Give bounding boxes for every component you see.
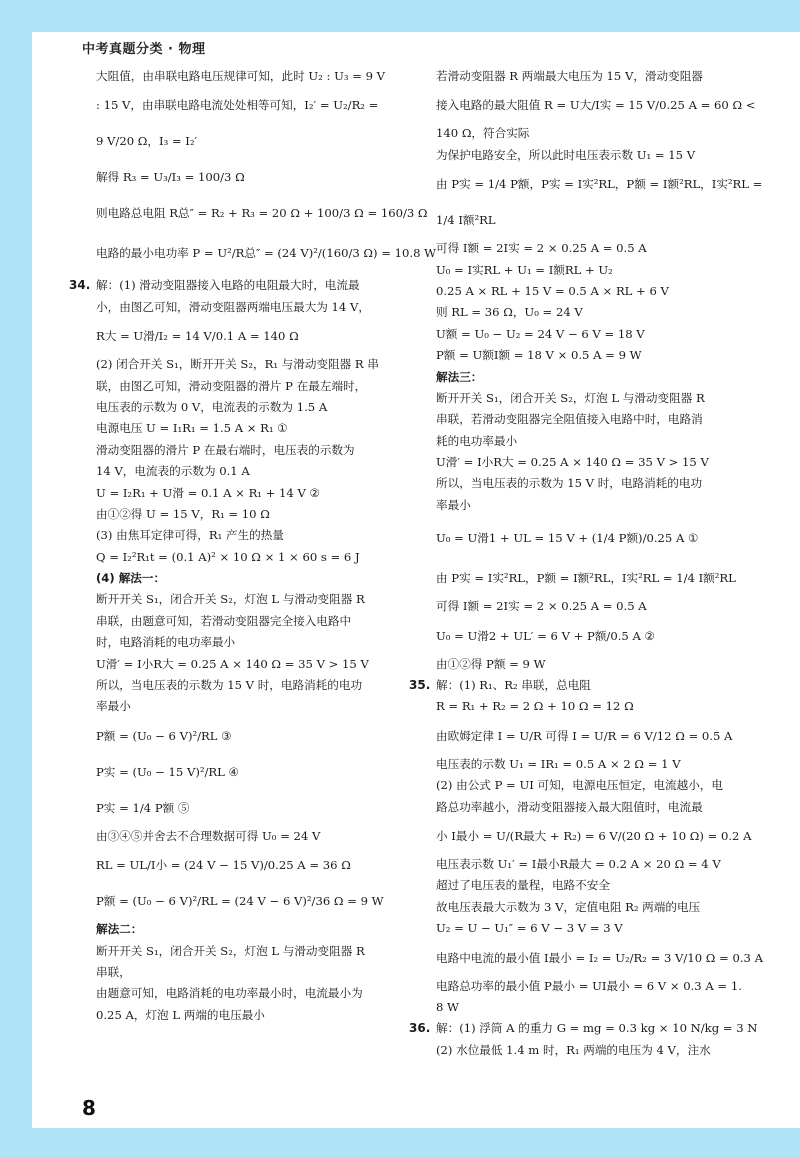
line-text: P额 = (U₀ − 6 V)²/RL ③ bbox=[96, 728, 232, 743]
line-text: (2) 闭合开关 S₁，断开开关 S₂，R₁ 与滑动变阻器 R 串 bbox=[96, 357, 379, 372]
text-line bbox=[436, 202, 732, 238]
text-line bbox=[436, 560, 736, 596]
text-line bbox=[436, 696, 732, 717]
text-line bbox=[96, 547, 394, 568]
method-heading: (4) 解法一： bbox=[96, 571, 166, 586]
line-text: 解得 R₃ = U₃/I₃ = 100/3 Ω bbox=[96, 170, 245, 185]
line-text: 串联，由题意可知，若滑动变阻器完全接入电路中 bbox=[96, 613, 352, 628]
text-line bbox=[96, 123, 394, 159]
text-line bbox=[96, 962, 394, 983]
line-text: R = R₁ + R₂ = 2 Ω + 10 Ω = 12 Ω bbox=[436, 699, 634, 714]
text-line bbox=[436, 718, 732, 754]
line-text: 断开开关 S₁，闭合开关 S₂，灯泡 L 与滑动变阻器 R bbox=[96, 592, 365, 607]
text-line bbox=[96, 941, 394, 962]
line-text: U₂ = U − U₁″ = 6 V − 3 V = 3 V bbox=[436, 921, 623, 936]
line-text: RL = UL/I小 = (24 V − 15 V)/0.25 A = 36 Ω bbox=[96, 858, 351, 873]
line-text: 为保护电路安全，所以此时电压表示数 U₁ = 15 V bbox=[436, 147, 696, 162]
line-text: U₀ = U滑2 + UL′ = 6 V + P额/0.5 A ② bbox=[436, 628, 655, 643]
text-line bbox=[436, 775, 732, 796]
line-text: 0.25 A，灯泡 L 两端的电压最小 bbox=[96, 1007, 265, 1022]
bottom-color-band bbox=[0, 1128, 800, 1158]
line-text: 率最小 bbox=[96, 699, 131, 714]
line-text: Q = I₂²R₁t = (0.1 A)² × 10 Ω × 1 × 60 s = 6 J bbox=[96, 549, 360, 564]
text-line bbox=[436, 797, 732, 818]
text-line bbox=[96, 440, 394, 461]
line-text: U₀ = U滑1 + UL = 15 V + (1/4 P额)/0.25 A ① bbox=[436, 531, 699, 546]
text-line bbox=[436, 495, 732, 516]
line-text: 小，由图乙可知，滑动变阻器两端电压最大为 14 V， bbox=[96, 299, 370, 314]
text-line bbox=[436, 897, 732, 918]
line-text: 电压表的示数 U₁ = IR₁ = 0.5 A × 2 Ω = 1 V bbox=[436, 756, 681, 771]
line-text: 接入电路的最大阻值 R = U大/I实 = 15 V/0.25 A = 60 Ω < bbox=[436, 98, 756, 113]
text-line bbox=[96, 231, 437, 275]
text-line bbox=[96, 461, 394, 482]
line-text: 由①②得 P额 = 9 W bbox=[436, 656, 546, 671]
text-line bbox=[436, 87, 756, 123]
line-text: (3) 由焦耳定律可得，R₁ 产生的热量 bbox=[96, 528, 284, 543]
line-text: 路总功率越小，滑动变阻器接入最大阻值时，电流最 bbox=[436, 799, 703, 814]
text-line bbox=[436, 618, 732, 654]
text-line bbox=[96, 418, 394, 439]
text-line bbox=[96, 696, 394, 717]
text-line bbox=[96, 632, 394, 653]
line-text: 大阻值，由串联电路电压规律可知，此时 U₂ : U₃ = 9 V bbox=[96, 69, 386, 83]
text-line bbox=[96, 66, 394, 87]
question-number: 36. bbox=[409, 1021, 431, 1036]
line-text: 电源电压 U = I₁R₁ = 1.5 A × R₁ ① bbox=[96, 421, 288, 436]
text-line bbox=[436, 145, 732, 166]
line-text: 电压表示数 U₁′ = I最小R最大 = 0.2 A × 20 Ω = 4 V bbox=[436, 856, 721, 871]
text-line bbox=[436, 596, 732, 617]
line-text: 超过了电压表的量程，电路不安全 bbox=[436, 878, 610, 893]
text-line bbox=[436, 854, 732, 875]
text-line bbox=[436, 1040, 732, 1061]
text-line bbox=[436, 516, 732, 560]
line-text: 率最小 bbox=[436, 497, 471, 512]
line-text: 解：(1) 滑动变阻器接入电路的电阻最大时，电流最 bbox=[96, 278, 360, 293]
line-text: P实 = 1/4 P额 ⑤ bbox=[96, 800, 190, 815]
question-number: 34. bbox=[69, 278, 91, 293]
line-text: 9 V/20 Ω，I₃ = I₂′ bbox=[96, 134, 198, 149]
line-text: 耗的电功率最小 bbox=[436, 433, 518, 448]
text-line bbox=[96, 754, 394, 790]
line-text: U额 = U₀ − U₂ = 24 V − 6 V = 18 V bbox=[436, 326, 645, 341]
text-line bbox=[96, 611, 394, 632]
text-line bbox=[96, 654, 394, 675]
line-text: 解：(1) 浮筒 A 的重力 G = mg = 0.3 kg × 10 N/kg = 3 N bbox=[436, 1021, 758, 1036]
line-text: 所以，当电压表的示数为 15 V 时，电路消耗的电功 bbox=[96, 678, 363, 693]
line-text: 时，电路消耗的电功率最小 bbox=[96, 635, 236, 650]
text-line bbox=[96, 568, 394, 589]
text-line bbox=[96, 919, 394, 940]
text-line bbox=[96, 297, 394, 318]
page-number: 8 bbox=[82, 1096, 96, 1120]
method-heading: 解法二： bbox=[96, 922, 143, 937]
line-text: : 15 V，由串联电路电流处处相等可知，I₂′ = U₂/R₂ = bbox=[96, 98, 379, 113]
text-line bbox=[96, 790, 394, 826]
text-line bbox=[436, 654, 732, 675]
text-line bbox=[96, 847, 394, 883]
text-line bbox=[96, 504, 394, 525]
line-text: 0.25 A × RL + 15 V = 0.5 A × RL + 6 V bbox=[436, 283, 669, 298]
text-line bbox=[436, 367, 732, 388]
line-text: 故电压表最大示数为 3 V，定值电阻 R₂ 两端的电压 bbox=[436, 899, 701, 914]
line-text: 可得 I额 = 2I实 = 2 × 0.25 A = 0.5 A bbox=[436, 241, 647, 256]
line-text: U滑′ = I小R大 = 0.25 A × 140 Ω = 35 V > 15 V bbox=[96, 656, 369, 671]
page-header-title: 中考真题分类 · 物理 bbox=[82, 42, 206, 57]
line-text: U₀ = I实RL + U₁ = I额RL + U₂ bbox=[436, 262, 613, 277]
line-text: 联，由图乙可知，滑动变阻器的滑片 P 在最左端时， bbox=[96, 378, 367, 393]
text-line bbox=[436, 409, 732, 430]
text-line bbox=[96, 318, 394, 354]
question-number: 35. bbox=[409, 678, 431, 693]
right-text-column bbox=[409, 66, 763, 1061]
text-line bbox=[436, 976, 742, 997]
text-line bbox=[436, 260, 732, 281]
text-line bbox=[436, 66, 732, 87]
line-text: 串联，若滑动变阻器完全阻值接入电路中时，电路消 bbox=[436, 412, 703, 427]
text-line bbox=[436, 940, 763, 976]
text-line bbox=[96, 718, 394, 754]
line-text: 电路的最小电功率 P = U²/R总″ = (24 V)²/(160/3 Ω) = 10.8 W bbox=[96, 246, 437, 261]
text-line bbox=[436, 238, 732, 259]
line-text: 140 Ω，符合实际 bbox=[436, 126, 530, 141]
line-text: 断开开关 S₁，闭合开关 S₂，灯泡 L 与滑动变阻器 R bbox=[436, 390, 705, 405]
line-text: 则电路总电阻 R总″ = R₂ + R₃ = 20 Ω + 100/3 Ω = 160/3 Ω bbox=[96, 206, 428, 221]
line-text: 电路总功率的最小值 P最小 = UI最小 = 6 V × 0.3 A = 1. bbox=[436, 978, 742, 993]
text-line bbox=[96, 483, 394, 504]
line-text: 若滑动变阻器 R 两端最大电压为 15 V，滑动变阻器 bbox=[436, 69, 703, 83]
text-line bbox=[436, 388, 732, 409]
line-text: 由③④⑤并舍去不合理数据可得 U₀ = 24 V bbox=[96, 828, 321, 843]
text-line bbox=[96, 354, 394, 375]
line-text: 解：(1) R₁、R₂ 串联，总电阻 bbox=[436, 678, 591, 693]
text-line bbox=[96, 675, 394, 696]
line-text: 电路中电流的最小值 I最小 = I₂ = U₂/R₂ = 3 V/10 Ω = 0.3 A bbox=[436, 950, 763, 965]
text-line bbox=[96, 826, 394, 847]
text-line bbox=[436, 452, 732, 473]
text-line bbox=[436, 345, 732, 366]
line-text: 由 P实 = 1/4 P额，P实 = I实²RL，P额 = I额²RL，I实²RL = bbox=[436, 177, 763, 192]
line-text: 串联， bbox=[96, 964, 131, 979]
line-text: 由题意可知，电路消耗的电功率最小时，电流最小为 bbox=[96, 986, 363, 1001]
text-line bbox=[96, 376, 394, 397]
text-line bbox=[96, 195, 428, 231]
line-text: (2) 由公式 P = UI 可知，电源电压恒定，电流越小，电 bbox=[436, 778, 723, 793]
text-line bbox=[96, 983, 394, 1004]
text-line bbox=[436, 431, 732, 452]
line-text: 所以，当电压表的示数为 15 V 时，电路消耗的电功 bbox=[436, 476, 703, 491]
line-text: 可得 I额 = 2I实 = 2 × 0.25 A = 0.5 A bbox=[436, 599, 647, 614]
line-text: 由 P实 = I实²RL，P额 = I额²RL，I实²RL = 1/4 I额²RL bbox=[436, 571, 736, 586]
line-text: 断开开关 S₁，闭合开关 S₂，灯泡 L 与滑动变阻器 R bbox=[96, 943, 365, 958]
line-text: 14 V，电流表的示数为 0.1 A bbox=[96, 464, 250, 479]
text-line bbox=[96, 1005, 394, 1026]
text-line bbox=[436, 302, 732, 323]
text-line bbox=[436, 918, 732, 939]
line-text: 小 I最小 = U/(R最大 + R₂) = 6 V/(20 Ω + 10 Ω) = 0.2 A bbox=[436, 828, 752, 843]
line-text: 电压表的示数为 0 V，电流表的示数为 1.5 A bbox=[96, 399, 328, 414]
line-text: 滑动变阻器的滑片 P 在最右端时，电压表的示数为 bbox=[96, 442, 355, 457]
question-line bbox=[409, 1018, 758, 1039]
text-line bbox=[436, 166, 763, 202]
text-line bbox=[436, 473, 732, 494]
line-text: P实 = (U₀ − 15 V)²/RL ④ bbox=[96, 764, 239, 779]
line-text: (2) 水位最低 1.4 m 时，R₁ 两端的电压为 4 V，注水 bbox=[436, 1042, 711, 1057]
line-text: U滑′ = I小R大 = 0.25 A × 140 Ω = 35 V > 15 V bbox=[436, 455, 709, 470]
line-text: 由欧姆定律 I = U/R 可得 I = U/R = 6 V/12 Ω = 0.5 A bbox=[436, 728, 733, 743]
text-line bbox=[96, 589, 394, 610]
text-line bbox=[436, 324, 732, 345]
line-text: P额 = (U₀ − 6 V)²/RL = (24 V − 6 V)²/36 Ω = 9 W bbox=[96, 894, 384, 909]
text-line bbox=[436, 997, 732, 1018]
text-line bbox=[436, 281, 732, 302]
left-text-column bbox=[69, 66, 437, 1026]
text-line bbox=[436, 123, 732, 144]
text-line bbox=[436, 875, 732, 896]
text-line bbox=[96, 159, 394, 195]
text-line bbox=[436, 818, 752, 854]
text-line bbox=[96, 525, 394, 546]
question-line bbox=[409, 675, 732, 696]
line-text: 由①②得 U = 15 V，R₁ = 10 Ω bbox=[96, 506, 270, 521]
text-line bbox=[436, 754, 732, 775]
method-heading: 解法三： bbox=[436, 369, 483, 384]
line-text: R大 = U滑/I₂ = 14 V/0.1 A = 140 Ω bbox=[96, 329, 299, 344]
text-line bbox=[96, 883, 394, 919]
text-line bbox=[96, 397, 394, 418]
text-line bbox=[96, 87, 394, 123]
line-text: 则 RL = 36 Ω，U₀ = 24 V bbox=[436, 305, 583, 320]
line-text: 1/4 I额²RL bbox=[436, 213, 496, 228]
line-text: P额 = U额I额 = 18 V × 0.5 A = 9 W bbox=[436, 348, 642, 363]
question-line bbox=[69, 275, 394, 296]
left-color-band bbox=[0, 0, 32, 1158]
line-text: 8 W bbox=[436, 999, 459, 1014]
top-color-band bbox=[0, 0, 800, 32]
line-text: U = I₂R₁ + U滑 = 0.1 A × R₁ + 14 V ② bbox=[96, 485, 320, 500]
